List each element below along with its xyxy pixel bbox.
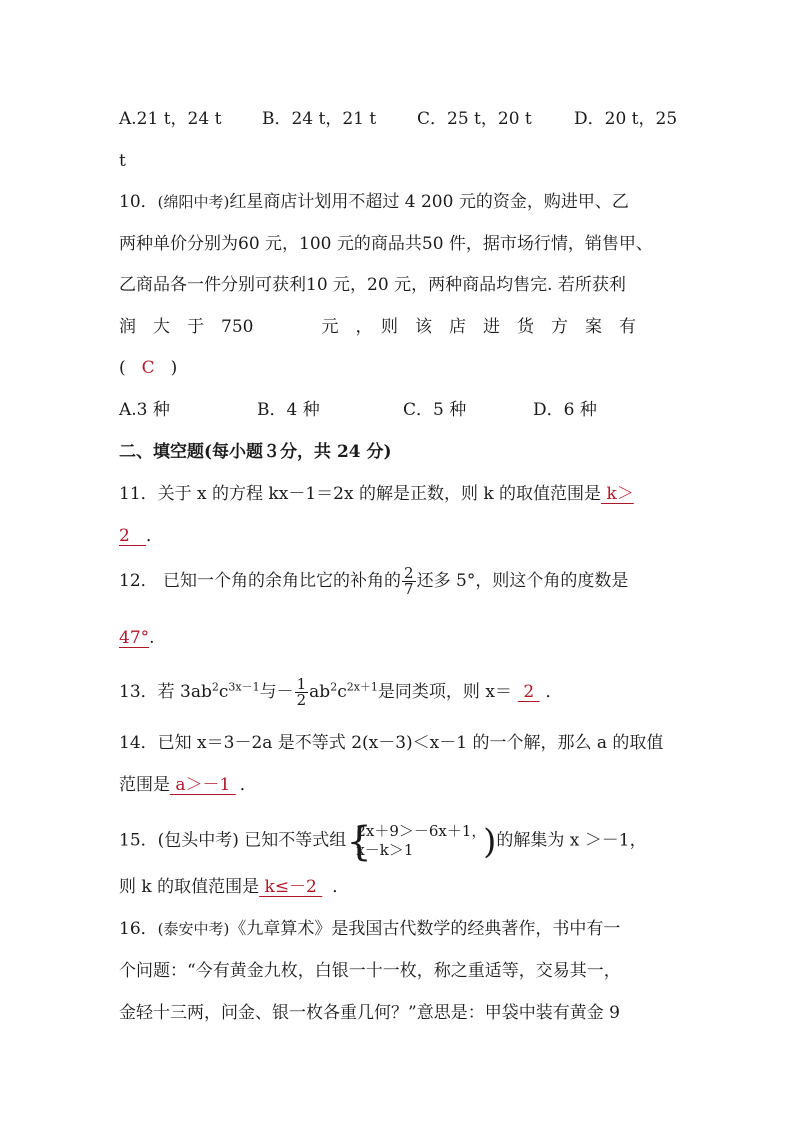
q13-rest: 是同类项，则 x＝ xyxy=(377,682,512,702)
q13-exp3: 2 xyxy=(330,680,338,694)
q10-option-d: D．6 种 xyxy=(533,400,597,420)
q16-source: (泰安中考) xyxy=(157,920,230,938)
q11-answer-part1: k＞ xyxy=(601,484,634,504)
q12-frac-num: 2 xyxy=(404,564,414,582)
q9-option-c: C．25 t，20 t xyxy=(417,109,532,129)
left-brace-icon: { xyxy=(346,819,372,865)
q13-c2: c xyxy=(337,682,347,702)
q12-rest: 还多 5°，则这个角的度数是 xyxy=(416,571,629,591)
q12-tail: . xyxy=(149,628,155,648)
q11-line2 xyxy=(119,525,163,547)
q11-tail: ． xyxy=(146,526,164,546)
q15-inequality-system xyxy=(346,819,497,865)
q10-paren-close: ) xyxy=(170,358,178,378)
q14-line2 xyxy=(119,774,257,796)
q13-lead: 13．若 3ab xyxy=(119,682,212,702)
q16-line3: 金轻十三两，问金、银一枚各重几何？”意思是：甲袋中装有黄金 9 xyxy=(119,1003,620,1023)
q13-fraction xyxy=(295,677,309,708)
q10-line3: 乙商品各一件分别可获利10 元，20 元，两种商品均售完. 若所获利 xyxy=(119,275,626,295)
q9-option-d-wrap: t xyxy=(119,151,126,171)
q15-line1 xyxy=(119,819,647,865)
q15-row2: x－k＞1 xyxy=(356,841,414,859)
q13-c1: c xyxy=(218,682,229,702)
q10-option-c: C．5 种 xyxy=(403,400,467,420)
q15-rest: 的解集为 x ＞－1， xyxy=(496,830,647,851)
q14-lead: 范围是 xyxy=(119,775,170,795)
q16-line1 xyxy=(119,918,620,940)
q10-number: 10． xyxy=(119,192,158,212)
q10-text: 红星商店计划用不超过 4 200 元的资金，购进甲、乙 xyxy=(229,192,629,212)
q15-answer: k≤－2 xyxy=(259,877,323,897)
q10-line4: 润 大 于 750 元 ， 则 该 店 进 货 方 案 有 xyxy=(119,317,636,337)
q13-frac-den: 2 xyxy=(296,691,307,709)
section-title: 二、填空题(每小题３分，共 24 分) xyxy=(119,442,392,462)
q9-option-d: D．20 t，25 xyxy=(574,109,678,129)
q15-row1: 2x＋9＞－6x＋1， xyxy=(356,822,487,840)
q15-line2 xyxy=(119,876,349,898)
q16-line2: 个问题：“今有黄金九枚，白银一十一枚，称之重适等，交易其一， xyxy=(119,961,621,981)
q12-lead: 12． 已知一个角的余角比它的补角的 xyxy=(119,571,402,591)
q15-tail: ． xyxy=(332,877,350,897)
q11-answer-part2: 2 xyxy=(119,526,130,546)
q13-exp1: 2 xyxy=(211,680,219,694)
q13-exp4: 2x＋1 xyxy=(346,680,378,694)
q12-answer: 47° xyxy=(119,628,150,648)
q10-paren-open: ( xyxy=(119,358,126,378)
q13-answer: 2 xyxy=(517,682,540,702)
q10-option-a: A.3 种 xyxy=(119,400,170,420)
q13-exp2: 3x－1 xyxy=(228,680,260,694)
q13-tail: ． xyxy=(545,682,563,702)
q10-option-b: B．4 种 xyxy=(257,400,320,420)
q12-fraction xyxy=(402,566,416,597)
q13-frac-num: 1 xyxy=(296,675,307,693)
q12-line2 xyxy=(119,627,155,649)
q15-lead2: 则 k 的取值范围是 xyxy=(119,877,260,897)
q12-frac-den: 7 xyxy=(404,580,414,598)
q10-answer: C xyxy=(141,358,155,378)
q12-line1 xyxy=(119,566,628,597)
q16-text: 《九章算术》是我国古代数学的经典著作，书中有一 xyxy=(229,919,621,939)
q10-line1 xyxy=(119,191,629,213)
q9-option-a: A.21 t，24 t xyxy=(119,109,222,129)
q10-line2: 两种单价分别为60 元，100 元的商品共50 件，据市场行情，销售甲、 xyxy=(119,234,653,254)
q14-answer: a＞－1 xyxy=(170,775,236,795)
q13-ab: ab xyxy=(309,682,331,702)
q9-option-b: B．24 t，21 t xyxy=(262,109,377,129)
q11-text: 11．关于 x 的方程 kx－1＝2x 的解是正数，则 k 的取值范围是 xyxy=(119,484,602,504)
q13-mid: 与－ xyxy=(259,682,294,702)
q16-number: 16． xyxy=(119,919,158,939)
q14-line1: 14．已知 x＝3－2a 是不等式 2(x－3)＜x－1 的一个解，那么 a 的取值 xyxy=(119,733,664,753)
q10-answer-line xyxy=(119,357,177,379)
q13-line xyxy=(119,677,563,708)
q10-source: (绵阳中考) xyxy=(157,193,230,211)
q15-lead: 15．(包头中考) 已知不等式组 xyxy=(119,830,347,851)
q11-line1 xyxy=(119,483,634,505)
right-paren-icon: ) xyxy=(483,822,497,862)
q14-tail: ． xyxy=(239,775,257,795)
